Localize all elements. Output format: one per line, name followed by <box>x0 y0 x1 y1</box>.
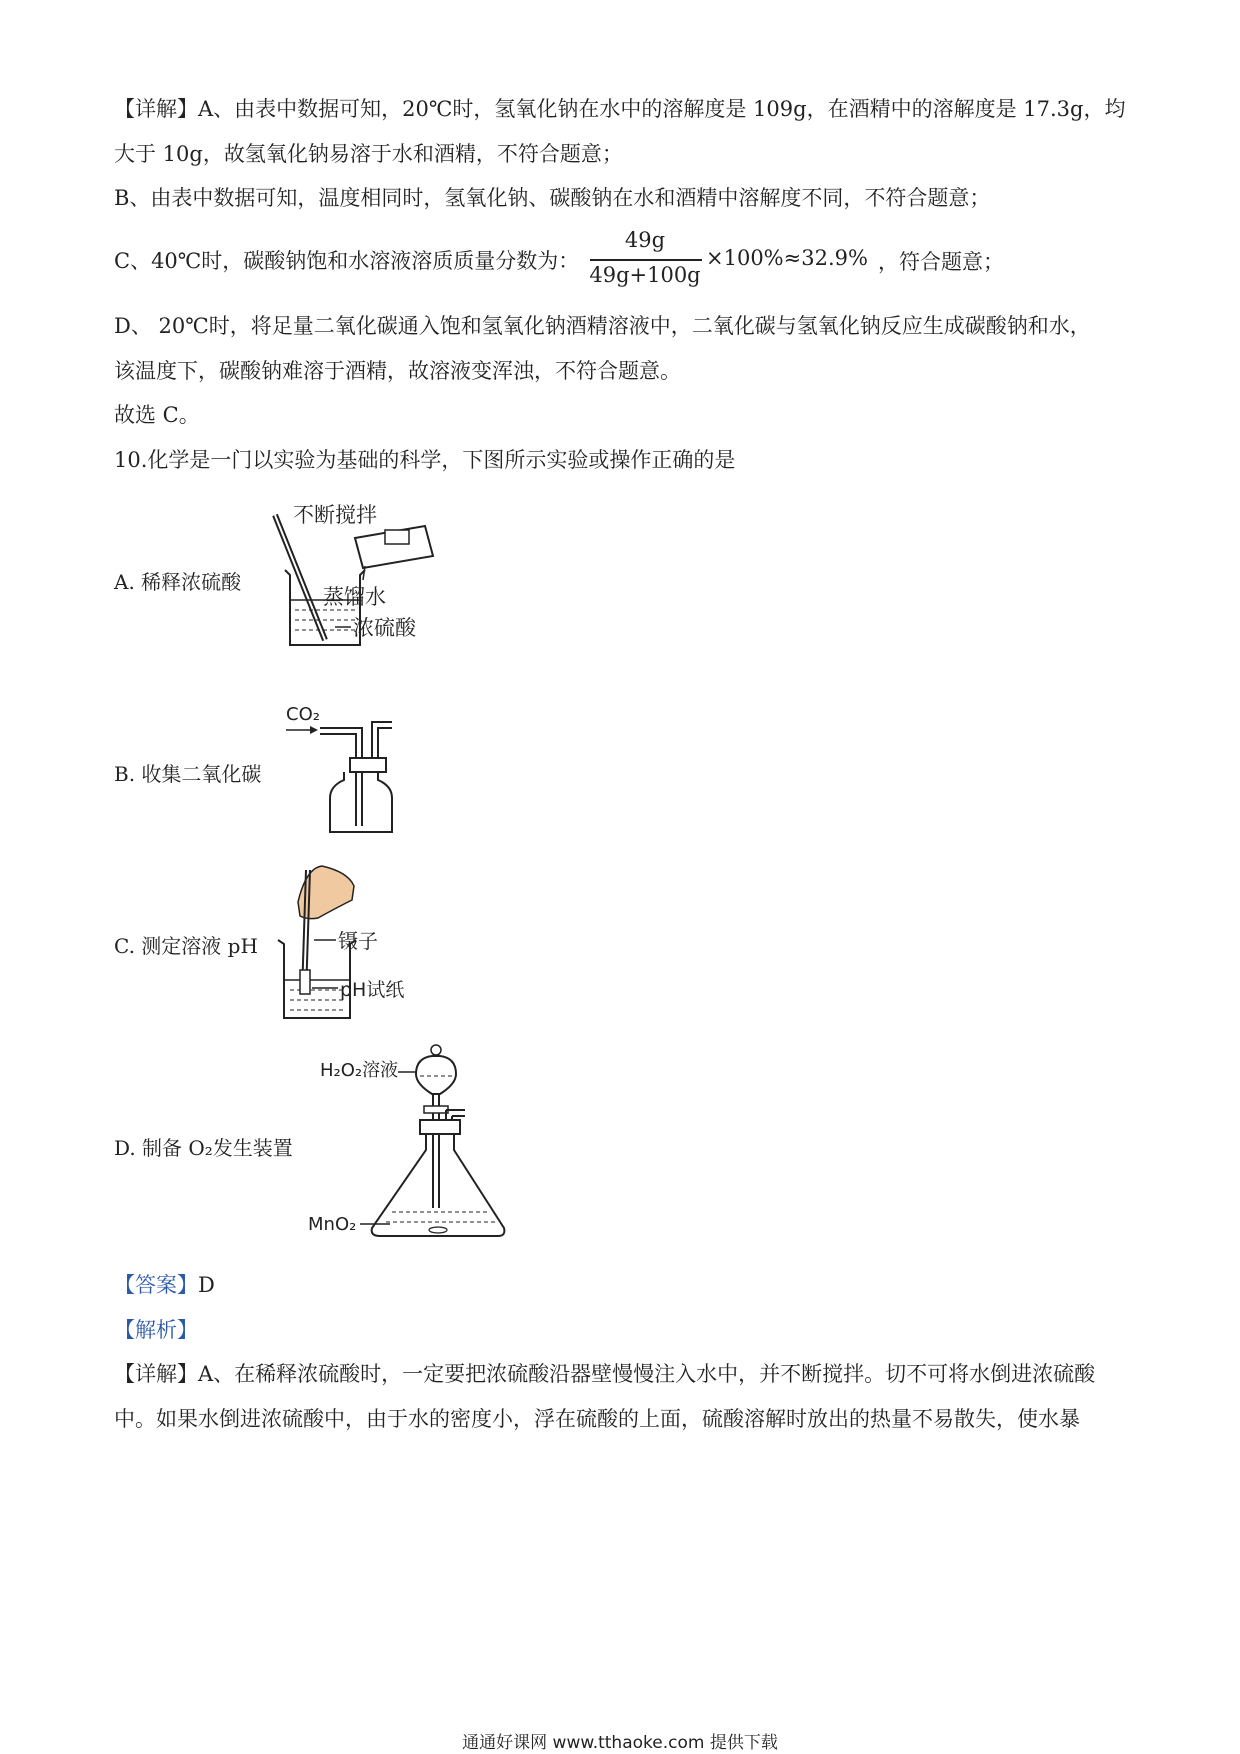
fraction-denominator: 49g+100g <box>589 263 701 287</box>
stopper <box>350 758 386 772</box>
stopper <box>420 1120 460 1134</box>
h2o2-label: H₂O₂溶液 <box>320 1060 399 1081</box>
detail-line-4-prefix: C、40℃时，碳酸钠饱和水溶液溶质质量分数为： <box>114 249 580 273</box>
separatory-funnel <box>416 1056 456 1094</box>
acid-label: 浓硫酸 <box>353 616 416 640</box>
oxygen-generator-figure <box>308 1040 510 1245</box>
detail-line-6: 该温度下，碳酸钠难溶于酒精，故溶液变浑浊，不符合题意。 <box>114 359 681 383</box>
ph-paper <box>300 970 310 994</box>
answer-line <box>114 1270 215 1300</box>
fraction-bar <box>590 259 702 261</box>
water-label: 蒸馏水 <box>323 585 386 609</box>
ph-paper-label: pH试纸 <box>340 979 405 1001</box>
measure-ph-figure <box>282 860 462 1030</box>
question-stem: 10.化学是一门以实验为基础的科学，下图所示实验或操作正确的是 <box>114 448 736 472</box>
detail-line-4-suffix: ，符合题意； <box>878 250 1004 274</box>
footer: 通通好课网 www.tthaoke.com 提供下载 <box>462 1733 778 1753</box>
answer-value: D <box>198 1273 215 1297</box>
answer-tag: 【答案】 <box>114 1273 198 1297</box>
detail-line-1: 【详解】A、由表中数据可知，20℃时，氢氧化钠在水中的溶解度是 109g，在酒精中的溶解度是 17.3g，均 <box>114 97 1126 121</box>
detail-line-5: D、 20℃时，将足量二氧化碳通入饱和氢氧化钠酒精溶液中，二氧化碳与氢氧化钠反应生成碳酸钠和水， <box>114 314 1091 338</box>
option-c-label: C. 测定溶液 pH <box>114 934 258 958</box>
fraction-tail: ×100%≈32.9% <box>706 246 868 270</box>
detail-line-3: B、由表中数据可知，温度相同时，氢氧化钠、碳酸钠在水和酒精中溶解度不同，不符合题意； <box>114 186 991 210</box>
analysis-tag: 【解析】 <box>114 1318 198 1342</box>
collect-co2-figure <box>282 700 452 840</box>
explain-line-2: 中。如果水倒进浓硫酸中，由于水的密度小，浮在硫酸的上面，硫酸溶解时放出的热量不易散失，使水暴 <box>114 1407 1080 1431</box>
dilute-acid-figure <box>265 500 475 660</box>
option-b-label: B. 收集二氧化碳 <box>114 762 262 786</box>
fraction-numerator: 49g <box>624 228 666 252</box>
detail-line-2: 大于 10g，故氢氧化钠易溶于水和酒精，不符合题意； <box>114 142 623 166</box>
option-a-label: A. 稀释浓硫酸 <box>114 570 242 594</box>
tweezers-label: 镊子 <box>338 929 378 953</box>
explain-line-1: 【详解】A、在稀释浓硫酸时，一定要把浓硫酸沿器壁慢慢注入水中，并不断搅拌。切不可将水倒进浓硫酸 <box>114 1362 1096 1386</box>
co2-label: CO₂ <box>286 704 320 725</box>
stir-label: 不断搅拌 <box>293 503 377 527</box>
detail-line-7: 故选 C。 <box>114 403 200 427</box>
option-d-label: D. 制备 O₂发生装置 <box>114 1136 293 1160</box>
mno2-label: MnO₂ <box>308 1214 357 1235</box>
